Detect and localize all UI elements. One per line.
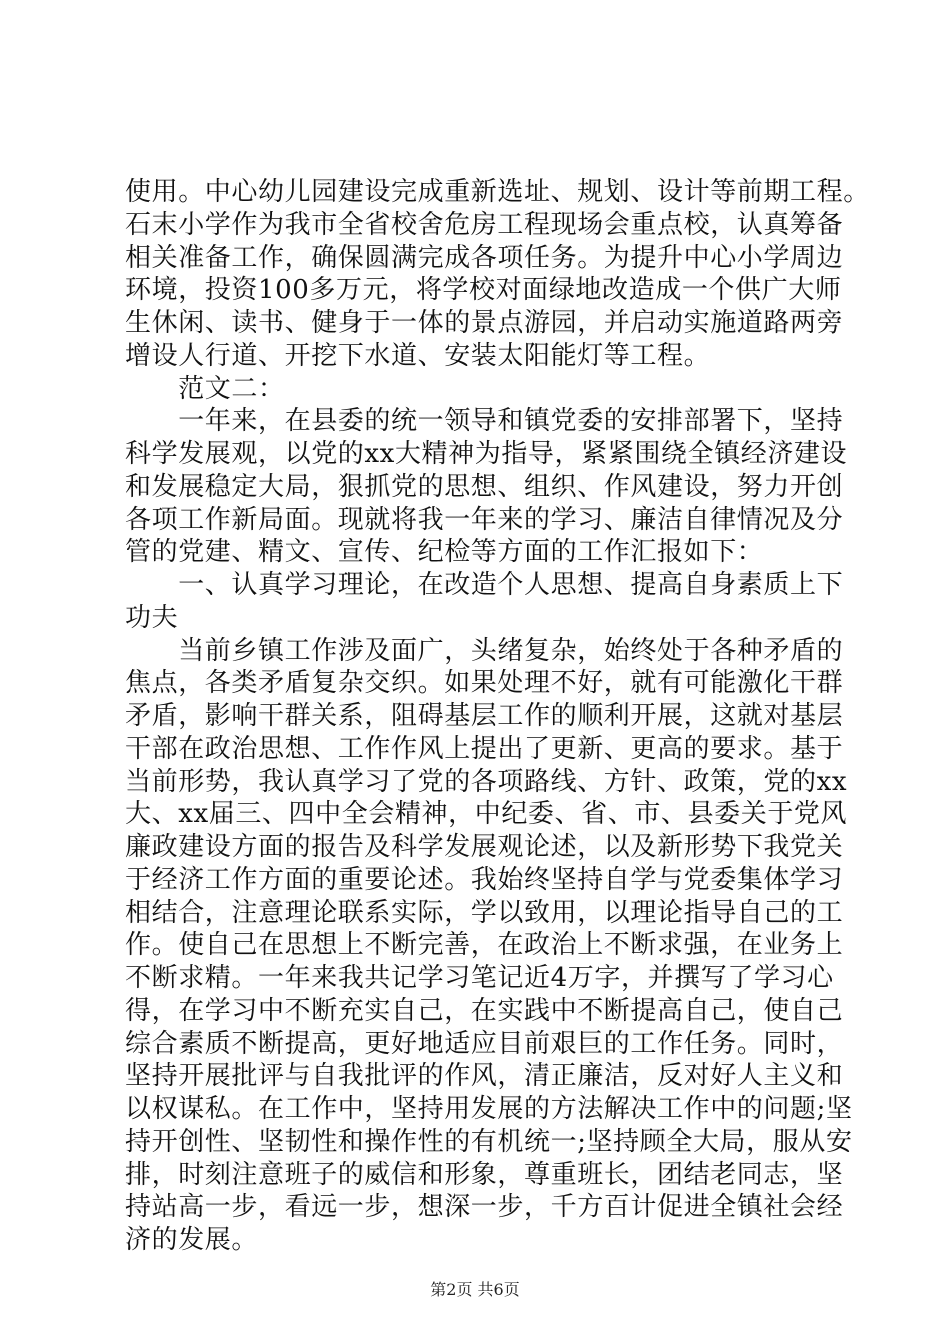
body-text-line: 当前形势，我认真学习了党的各项路线、方针、政策，党的xx [125, 767, 848, 797]
body-text-line: 当前乡镇工作涉及面广，头绪复杂，始终处于各种矛盾的 [125, 636, 844, 666]
body-text-line: 得，在学习中不断充实自己，在实践中不断提高自己，使自己 [125, 996, 844, 1026]
body-text-line: 持站高一步，看远一步，想深一步，千方百计促进全镇社会经 [125, 1192, 844, 1222]
body-text-line: 排，时刻注意班子的威信和形象，尊重班长，团结老同志，坚 [125, 1160, 844, 1190]
body-text-line: 焦点，各类矛盾复杂交织。如果处理不好，就有可能激化干群 [125, 668, 844, 698]
body-text-line: 一年来，在县委的统一领导和镇党委的安排部署下，坚持 [125, 406, 844, 436]
body-text-line: 环境，投资100多万元，将学校对面绿地改造成一个供广大师 [125, 275, 842, 305]
body-text-line: 矛盾，影响干群关系，阻碍基层工作的顺利开展，这就对基层 [125, 701, 844, 731]
body-text-line: 坚持开展批评与自我批评的作风，清正廉洁，反对好人主义和 [125, 1061, 844, 1091]
body-text-line: 相关准备工作，确保圆满完成各项任务。为提升中心小学周边 [125, 243, 844, 273]
body-text-line: 生休闲、读书、健身于一体的景点游园，并启动实施道路两旁 [125, 308, 844, 338]
body-text-line: 持开创性、坚韧性和操作性的有机统一;坚持顾全大局，服从安 [125, 1127, 853, 1157]
body-text-line: 于经济工作方面的重要论述。我始终坚持自学与党委集体学习 [125, 865, 844, 895]
body-text-line: 科学发展观，以党的xx大精神为指导，紧紧围绕全镇经济建设 [125, 439, 848, 469]
body-text-line: 济的发展。 [125, 1225, 259, 1255]
body-text-line: 作。使自己在思想上不断完善，在政治上不断求强，在业务上 [125, 930, 844, 960]
page-number-footer: 第2页 共6页 [430, 1280, 520, 1299]
body-text-line: 综合素质不断提高，更好地适应目前艰巨的工作任务。同时， [125, 1029, 844, 1059]
body-text-line: 管的党建、精文、宣传、纪检等方面的工作汇报如下： [125, 537, 764, 567]
body-text-line: 石末小学作为我市全省校舍危房工程现场会重点校，认真筹备 [125, 210, 844, 240]
body-text-line: 不断求精。一年来我共记学习笔记近4万字，并撰写了学习心 [125, 963, 834, 993]
body-text-line: 增设人行道、开挖下水道、安装太阳能灯等工程。 [125, 341, 711, 371]
body-text-line: 大、xx届三、四中全会精神，中纪委、省、市、县委关于党风 [125, 799, 848, 829]
body-text-line: 相结合，注意理论联系实际，学以致用，以理论指导自己的工 [125, 898, 844, 928]
subsection-heading: 一、认真学习理论，在改造个人思想、提高自身素质上下 [125, 570, 844, 600]
section-heading: 范文二： [125, 374, 285, 404]
body-text-line: 廉政建设方面的报告及科学发展观论述，以及新形势下我党关 [125, 832, 844, 862]
body-text-line: 和发展稳定大局，狠抓党的思想、组织、作风建设，努力开创 [125, 472, 844, 502]
subsection-heading: 功夫 [125, 603, 179, 633]
body-text-line: 使用。中心幼儿园建设完成重新选址、规划、设计等前期工程。 [125, 177, 870, 207]
body-text-line: 以权谋私。在工作中，坚持用发展的方法解决工作中的问题;坚 [125, 1094, 853, 1124]
body-text-line: 干部在政治思想、工作作风上提出了更新、更高的要求。基于 [125, 734, 844, 764]
body-text-line: 各项工作新局面。现就将我一年来的学习、廉洁自律情况及分 [125, 505, 844, 535]
